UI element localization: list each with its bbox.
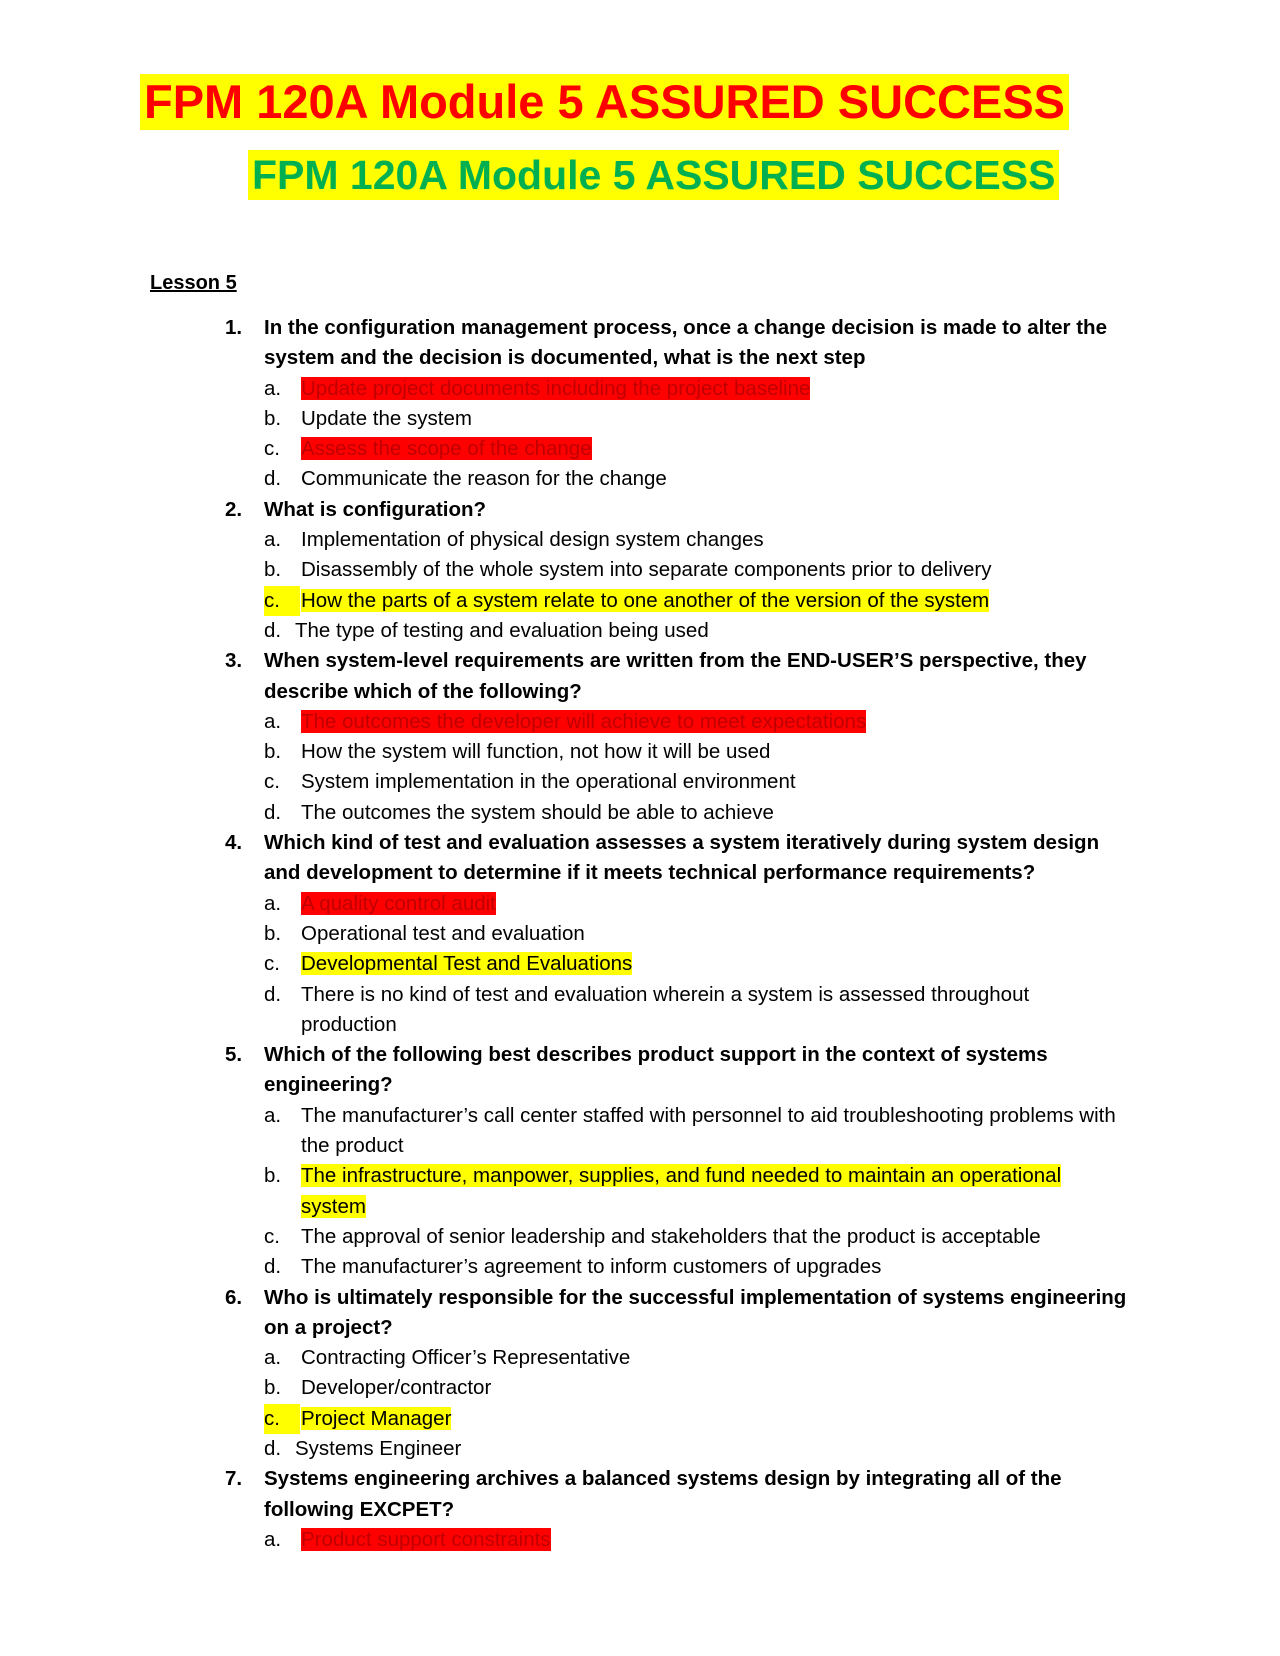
option-7a [0,1525,1280,1555]
option-label: b. [264,558,282,582]
option-label: a. [264,376,282,400]
option-6c [0,1404,1280,1434]
option-2b [0,555,1280,585]
option-text: A quality control audit [301,891,496,915]
option-label: b. [264,1164,282,1188]
option-3b [0,737,1280,767]
option-5b [0,1161,1280,1222]
option-label: a. [264,1527,282,1551]
option-text: Contracting Officer’s Representative [301,1346,631,1370]
option-3c [0,767,1280,797]
option-text: Product support constraints [301,1527,551,1551]
option-text: How the parts of a system relate to one another of the version of the system [301,588,990,612]
question-number: 4. [225,831,243,855]
question-text: Which kind of test and evaluation assesses a system iteratively during system design and development to determine if it meets technical performance requirements? [264,831,1100,885]
option-4b [0,919,1280,949]
option-6d [0,1434,1280,1464]
option-text: Developer/contractor [301,1376,492,1400]
option-text: Communicate the reason for the change [301,467,667,491]
option-4a [0,889,1280,919]
question-number: 5. [225,1043,243,1067]
option-label: b. [264,921,282,945]
option-5d [0,1252,1280,1282]
option-label: b. [264,740,282,764]
option-text: The manufacturer’s agreement to inform customers of upgrades [301,1255,882,1279]
option-6a [0,1343,1280,1373]
option-text: The approval of senior leadership and stakeholders that the product is acceptable [301,1224,1041,1248]
question-5 [0,1040,1280,1101]
option-label: a. [264,1346,282,1370]
option-label: b. [264,1376,282,1400]
option-label: d. [264,1436,282,1460]
option-text: How the system will function, not how it will be used [301,740,771,764]
question-2 [0,495,1280,525]
question-text: What is configuration? [264,497,487,521]
option-6b [0,1373,1280,1403]
option-text: Assess the scope of the change [301,437,592,461]
question-6 [0,1283,1280,1344]
lesson-heading: Lesson 5 [150,272,237,294]
option-label: d. [264,618,282,642]
option-2a [0,525,1280,555]
option-label: d. [264,1255,282,1279]
option-1d [0,464,1280,494]
question-number: 1. [225,316,243,339]
document-subtitle: FPM 120A Module 5 ASSURED SUCCESS [248,150,1059,200]
question-1 [0,313,1280,374]
question-number: 6. [225,1285,243,1309]
option-label: c. [264,1224,280,1248]
question-text: Systems engineering archives a balanced systems design by integrating all of the following EXCPET? [264,1467,1062,1521]
option-3a [0,707,1280,737]
option-text: The manufacturer’s call center staffed with personnel to aid troubleshooting problems with the product [301,1103,1116,1158]
question-number: 2. [225,497,243,521]
option-label: a. [264,891,282,915]
option-text: There is no kind of test and evaluation wherein a system is assessed throughout production [301,982,1030,1036]
option-text: Operational test and evaluation [301,921,585,945]
option-1c [0,434,1280,464]
option-4c [0,949,1280,979]
option-label: a. [264,528,282,552]
option-label: d. [264,467,282,491]
option-label: c. [264,437,280,461]
question-number: 7. [225,1467,243,1491]
option-label: c. [264,1404,300,1434]
question-number: 3. [225,649,243,673]
option-5a [0,1101,1280,1162]
option-text: The infrastructure, manpower, supplies, and fund needed to maintain an operational system [301,1164,1062,1218]
document-title: FPM 120A Module 5 ASSURED SUCCESS [140,74,1069,130]
option-label: b. [264,406,282,430]
option-text: The outcomes the system should be able to achieve [301,800,774,824]
option-1b [0,404,1280,434]
option-label: c. [264,586,300,616]
question-text: In the configuration management process, once a change decision is made to alter the system and the decision is documented, what is the next step [264,316,1107,370]
option-2c [0,586,1280,616]
option-label: d. [264,982,282,1006]
question-3 [0,646,1280,707]
question-4 [0,828,1280,889]
option-text: Disassembly of the whole system into separate components prior to delivery [301,558,992,582]
question-list [0,313,1280,1555]
question-text: Who is ultimately responsible for the successful implementation of systems engineering on a project? [264,1285,1127,1339]
question-7 [0,1464,1280,1525]
option-label: d. [264,800,282,824]
option-text: Update project documents including the project baseline [301,376,811,400]
question-text: Which of the following best describes product support in the context of systems engineering? [264,1043,1048,1097]
option-text: Implementation of physical design system changes [301,528,764,552]
option-1a [0,374,1280,404]
option-2d [0,616,1280,646]
option-label: a. [264,709,282,733]
option-5c [0,1222,1280,1252]
option-text: The type of testing and evaluation being used [295,618,709,642]
option-text: Project Manager [301,1406,452,1430]
option-text: Developmental Test and Evaluations [301,952,633,976]
option-text: Update the system [301,406,472,430]
option-3d [0,798,1280,828]
option-4d [0,980,1280,1041]
question-text: When system-level requirements are written from the END-USER’S perspective, they describe which of the following? [264,649,1087,703]
option-label: c. [264,770,280,794]
option-text: The outcomes the developer will achieve to meet expectations [301,709,867,733]
option-label: c. [264,952,280,976]
option-label: a. [264,1103,282,1127]
option-text: System implementation in the operational environment [301,770,796,794]
option-text: Systems Engineer [295,1436,462,1460]
